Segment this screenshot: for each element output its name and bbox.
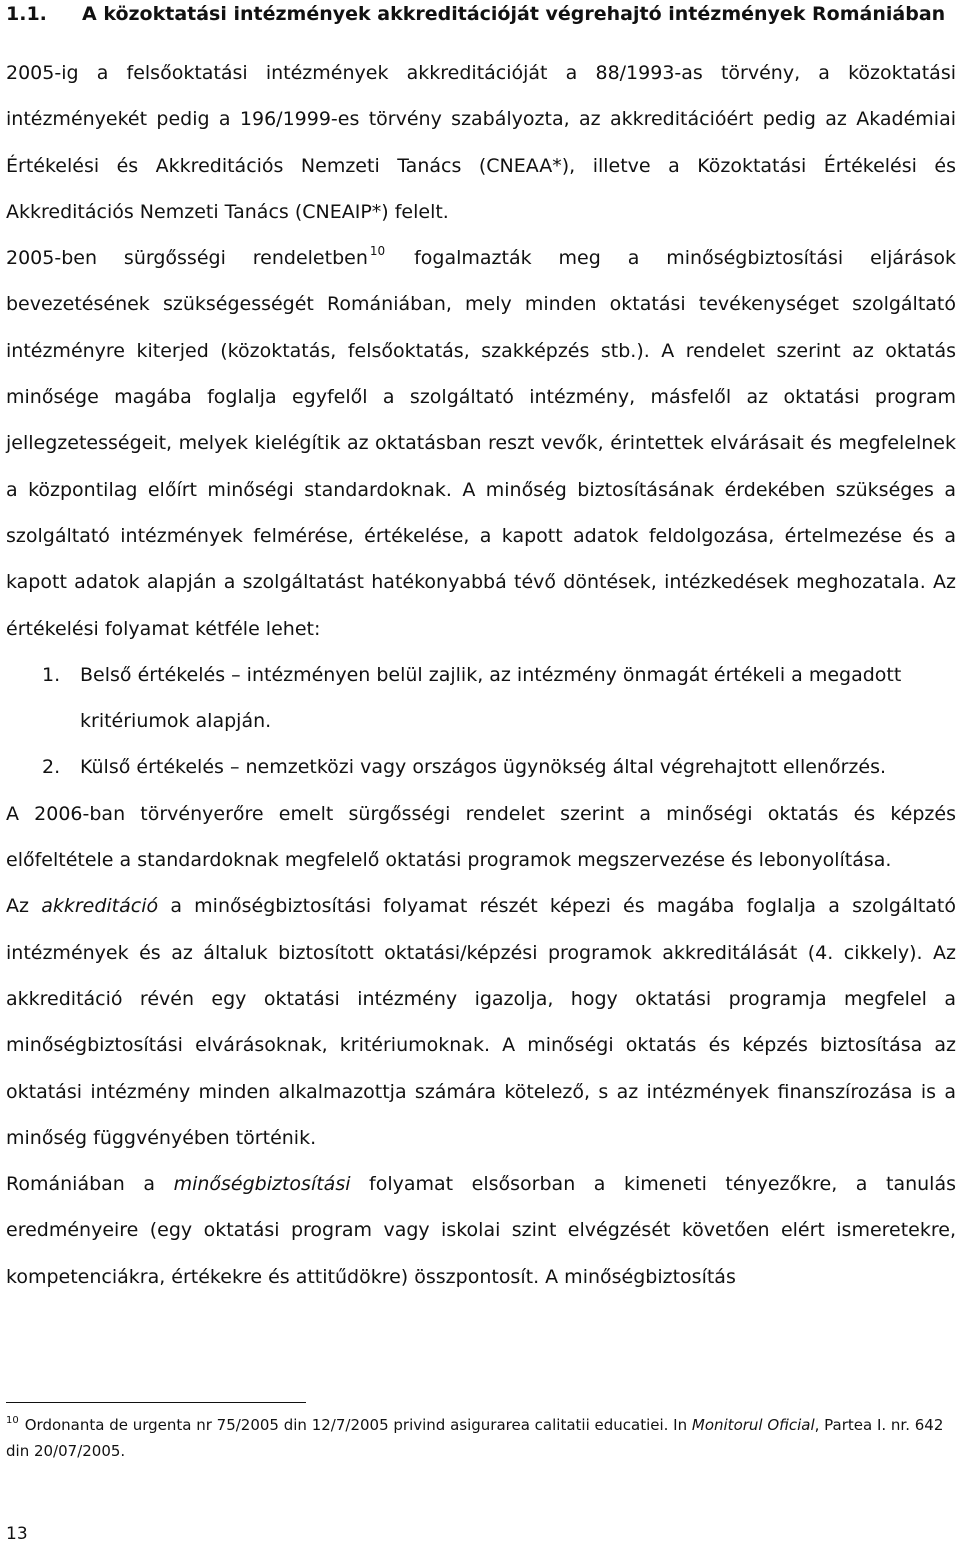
- paragraph-5-start: Romániában a: [6, 1173, 156, 1196]
- section-heading: [6, 0, 956, 28]
- paragraph-1: 2005-ig a felsőoktatási intézmények akkreditációját a 88/1993-as törvény, a közoktatási intézményekét pedig a 196/1999-es törvény szabályozta, az akkreditációért pedig az Akadémiai Értékelési és Akkreditációs Nemzeti Tanács (CNEAA*), illetve a Közoktatási Értékelési és Akkreditációs Nemzeti Tanács (CNEAIP*) felelt.: [6, 62, 956, 223]
- paragraph-2: [6, 235, 956, 652]
- section-number: 1.1.: [6, 3, 47, 25]
- list-item-text: Belső értékelés – intézményen belül zajlik, az intézmény önmagát értékeli a megadott kritériumok alapján.: [80, 663, 902, 733]
- footnote-separator: [6, 1402, 306, 1403]
- list-item-text: Külső értékelés – nemzetközi vagy országos ügynökség által végrehajtott ellenőrzés.: [80, 756, 887, 779]
- list-marker: 2.: [42, 756, 61, 779]
- list-item: [6, 652, 956, 745]
- footnote-number: 10: [6, 1415, 19, 1426]
- footnote-text-end: , Partea I. nr. 642 din 20/07/2005.: [6, 1416, 944, 1460]
- emphasis-akkreditacio: akkreditáció: [41, 895, 159, 918]
- paragraph-2-intro: 2005-ben sürgősségi rendeletben: [6, 247, 368, 270]
- paragraph-3: A 2006-ban törvényerőre emelt sürgősségi rendelet szerint a minőségi oktatás és képzés előfeltétele a standardoknak megfelelő oktatási programok megszervezése és lebonyolítása.: [6, 802, 956, 872]
- paragraph-2-body: fogalmazták meg a minőségbiztosítási eljárások bevezetésének szükségességét Romániában, mely minden oktatási tevékenységet szolgáltató intézményre kiterjed (közoktatás, felsőoktatás, szakképzés stb.). A rendelet szerint az oktatás minősége magába foglalja egyfelől a szolgáltató intézmény, másfelől az oktatási program jellegzetességeit, melyek kielégítik az oktatásban reszt vevők, érintettek elvárásait és megfelelnek a központilag előírt minőségi standardoknak. A minőség biztosításának érdekében szükséges a szolgáltató intézmények felmérése, értékelése, a kapott adatok feldolgozása, értelmezése és a kapott adatok alapján a szolgáltatást hatékonyabbá tévő döntések, intézkedések meghozatala. Az értékelési folyamat kétféle lehet:: [6, 247, 956, 640]
- list-item: [6, 744, 956, 790]
- evaluation-types-list: [6, 652, 956, 791]
- paragraph-4-start: Az: [6, 895, 29, 918]
- paragraph-5: [6, 1161, 956, 1300]
- section-title: A közoktatási intézmények akkreditációját végrehajtó intézmények Romániában: [82, 3, 946, 25]
- paragraph-5-body: folyamat elsősorban a kimeneti tényezőkre, a tanulás eredményeire (egy oktatási program vagy iskolai szint elvégzését követően elért ismeretekre, kompetenciákra, értékekre és attitűdökre) összpontosít. A minőségbiztosítás: [6, 1173, 956, 1288]
- footnote-publication: Monitorul Oficial: [691, 1416, 815, 1434]
- body-text: [6, 50, 956, 1300]
- footnote-reference[interactable]: 10: [369, 244, 386, 259]
- emphasis-minosegbiztositasi: minőségbiztosítási: [173, 1173, 351, 1196]
- paragraph-4-body: a minőségbiztosítási folyamat részét képezi és magába foglalja a szolgáltató intézmények és az általuk biztosított oktatási/képzési programok akkreditálását (4. cikkely). Az akkreditáció révén egy oktatási intézmény igazolja, hogy oktatási programja megfelel a minőségbiztosítási elvárásoknak, kritériumoknak. A minőségi oktatás és képzés biztosítása az oktatási intézmény minden alkalmazottja számára kötelező, s az intézmények finanszírozása is a minőség függvényében történik.: [6, 895, 957, 1149]
- list-marker: 1.: [42, 663, 61, 686]
- footnote-text-start: Ordonanta de urgenta nr 75/2005 din 12/7/2005 privind asigurarea calitatii educatiei. In: [24, 1416, 688, 1434]
- page-number: 13: [6, 1524, 28, 1544]
- footnote: [6, 1412, 956, 1464]
- paragraph-4: [6, 883, 956, 1161]
